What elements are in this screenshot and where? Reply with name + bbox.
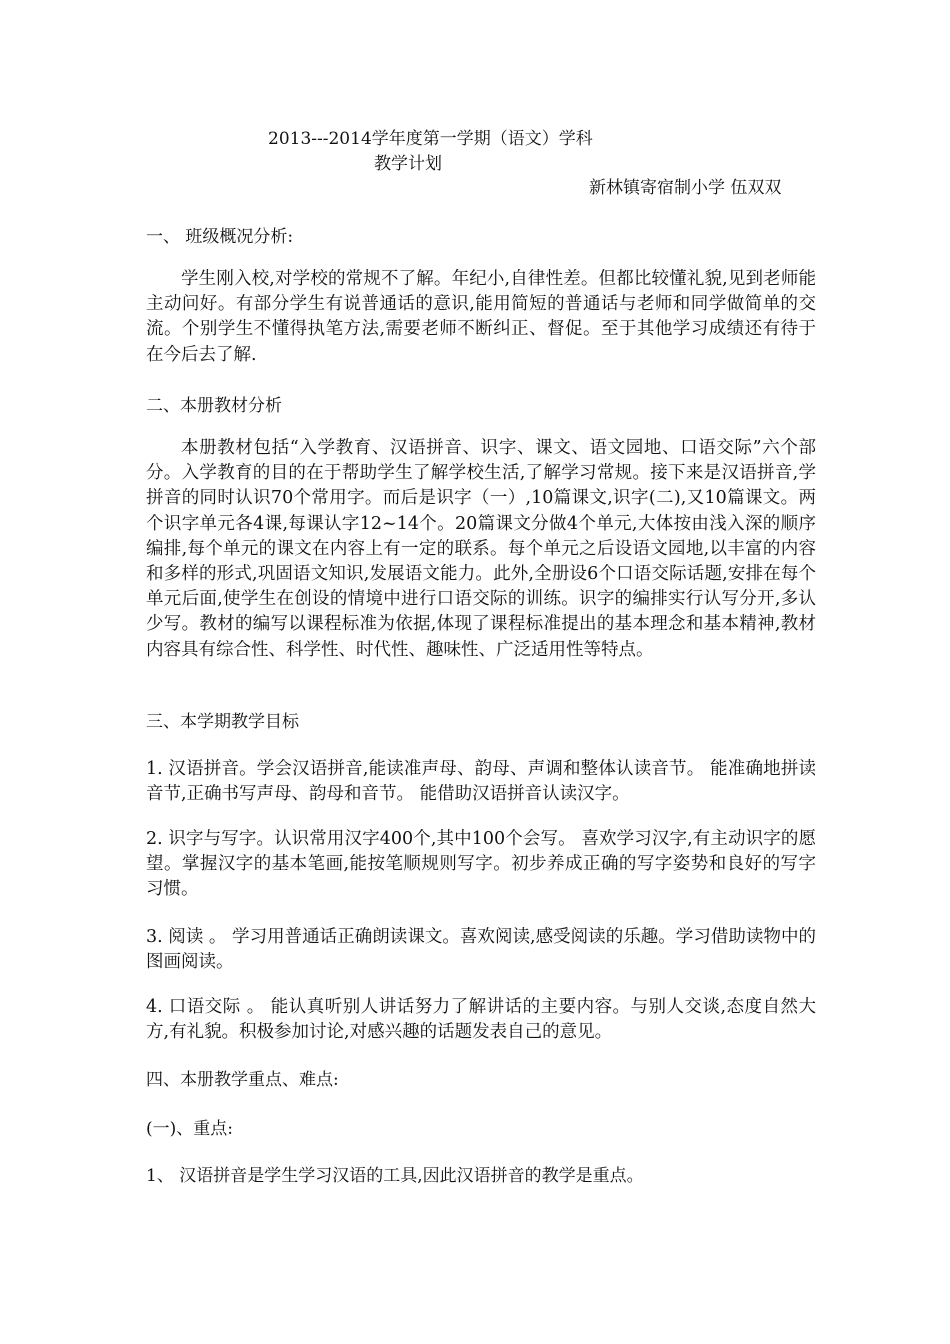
goal-1-paragraph: 1. 汉语拼音。学会汉语拼音,能读准声母、韵母、声调和整体认读音节。 能准确地拼读音节,正确书写声母、韵母和音节。 能借助汉语拼音认读汉字。 xyxy=(146,759,816,805)
section4-heading: 四、本册教学重点、难点: xyxy=(146,1070,339,1090)
document-subtitle: 教学计划 xyxy=(374,154,442,174)
author-line: 新林镇寄宿制小学 伍双双 xyxy=(589,178,782,198)
document-title: 2013---2014学年度第一学期（语文）学科 xyxy=(268,129,593,149)
section3-heading: 三、本学期教学目标 xyxy=(146,712,299,732)
goal-3-paragraph: 3. 阅读 。 学习用普通话正确朗读课文。喜欢阅读,感受阅读的乐趣。学习借助读物中的图画阅读。 xyxy=(146,927,816,973)
section1-heading: 一、 班级概况分析: xyxy=(146,227,294,247)
key-points-heading: (一)、重点: xyxy=(146,1119,233,1139)
goal-4-paragraph: 4. 口语交际 。 能认真听别人讲话努力了解讲话的主要内容。与别人交谈,态度自然大方,有礼貌。积极参加讨论,对感兴趣的话题发表自己的意见。 xyxy=(146,997,816,1043)
section2-heading: 二、本册教材分析 xyxy=(146,396,282,416)
section1-paragraph: 学生刚入校,对学校的常规不了解。年纪小,自律性差。但都比较懂礼貌,见到老师能主动问好。有部分学生有说普通话的意识,能用简短的普通话与老师和同学做简单的交流。个别学生不懂得执笔方法,需要老师不断纠正、督促。至于其他学习成绩还有待于在今后去了解. xyxy=(146,269,816,365)
goal-2-paragraph: 2. 识字与写字。认识常用汉字400个,其中100个会写。 喜欢学习汉字,有主动识字的愿望。掌握汉字的基本笔画,能按笔顺规则写字。初步养成正确的写字姿势和良好的写字习惯。 xyxy=(146,829,816,900)
section2-paragraph: 本册教材包括“入学教育、汉语拼音、识字、课文、语文园地、口语交际”六个部分。入学教育的目的在于帮助学生了解学校生活,了解学习常规。接下来是汉语拼音,学拼音的同时认识70个常用字。而后是识字（一）,10篇课文,识字(二),又10篇课文。两个识字单元各4课,每课认字12~14个。20篇课文分做4个单元,大体按由浅入深的顺序编排,每个单元的课文在内容上有一定的联系。每个单元之后设语文园地,以丰富的内容和多样的形式,巩固语文知识,发展语文能力。此外,全册设6个口语交际话题,安排在每个单元后面,使学生在创设的情境中进行口语交际的训练。识字的编排实行认写分开,多认少写。教材的编写以课程标准为依据,体现了课程标准提出的基本理念和基本精神,教材内容具有综合性、科学性、时代性、趣味性、广泛适用性等特点。 xyxy=(146,438,816,660)
key-point-1: 1、 汉语拼音是学生学习汉语的工具,因此汉语拼音的教学是重点。 xyxy=(146,1166,644,1186)
